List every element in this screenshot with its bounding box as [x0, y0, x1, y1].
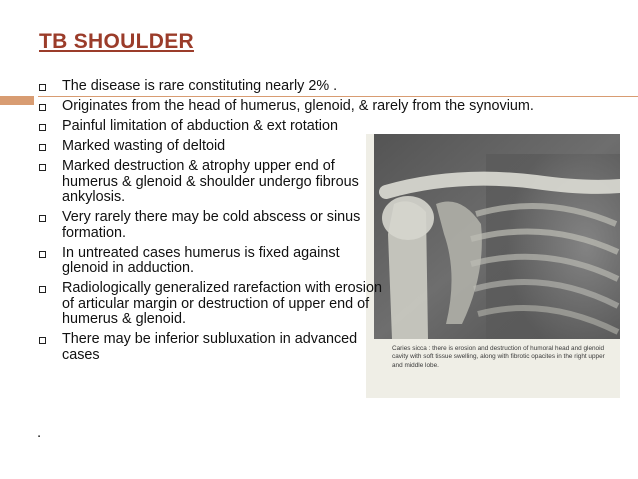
bullet-item: The disease is rare constituting nearly 2% .	[38, 79, 538, 95]
square-bullet-icon	[39, 337, 46, 344]
square-bullet-icon	[39, 215, 46, 222]
square-bullet-icon	[39, 104, 46, 111]
bullet-item: Painful limitation of abduction & ext rotation	[38, 119, 538, 135]
slide-title: TB SHOULDER	[39, 30, 194, 53]
square-bullet-icon	[39, 286, 46, 293]
square-bullet-icon	[39, 144, 46, 151]
bullet-item: Radiologically generalized rarefaction with erosion of articular margin or destruction of upper end of humerus & glenoid.	[38, 281, 392, 328]
trailing-dot: .	[37, 424, 42, 441]
square-bullet-icon	[39, 164, 46, 171]
bullet-list	[38, 79, 538, 368]
bullet-item: Marked destruction & atrophy upper end of humerus & glenoid & shoulder undergo fibrous ankylosis.	[38, 159, 372, 206]
square-bullet-icon	[39, 84, 46, 91]
square-bullet-icon	[39, 124, 46, 131]
bullet-item: Marked wasting of deltoid	[38, 139, 538, 155]
accent-bar	[0, 96, 34, 105]
square-bullet-icon	[39, 251, 46, 258]
image-caption: Caries sicca : there is erosion and destruction of humoral head and glenoid cavity with soft tissue swelling, along with fibrotic opacites in the right upper and middle lobe.	[392, 345, 605, 369]
bullet-item: Very rarely there may be cold abscess or sinus formation.	[38, 210, 362, 241]
bullet-item: In untreated cases humerus is fixed against glenoid in adduction.	[38, 246, 362, 277]
bullet-item: Originates from the head of humerus, glenoid, & rarely from the synovium.	[38, 99, 538, 115]
bullet-item: There may be inferior subluxation in advanced cases	[38, 332, 362, 363]
